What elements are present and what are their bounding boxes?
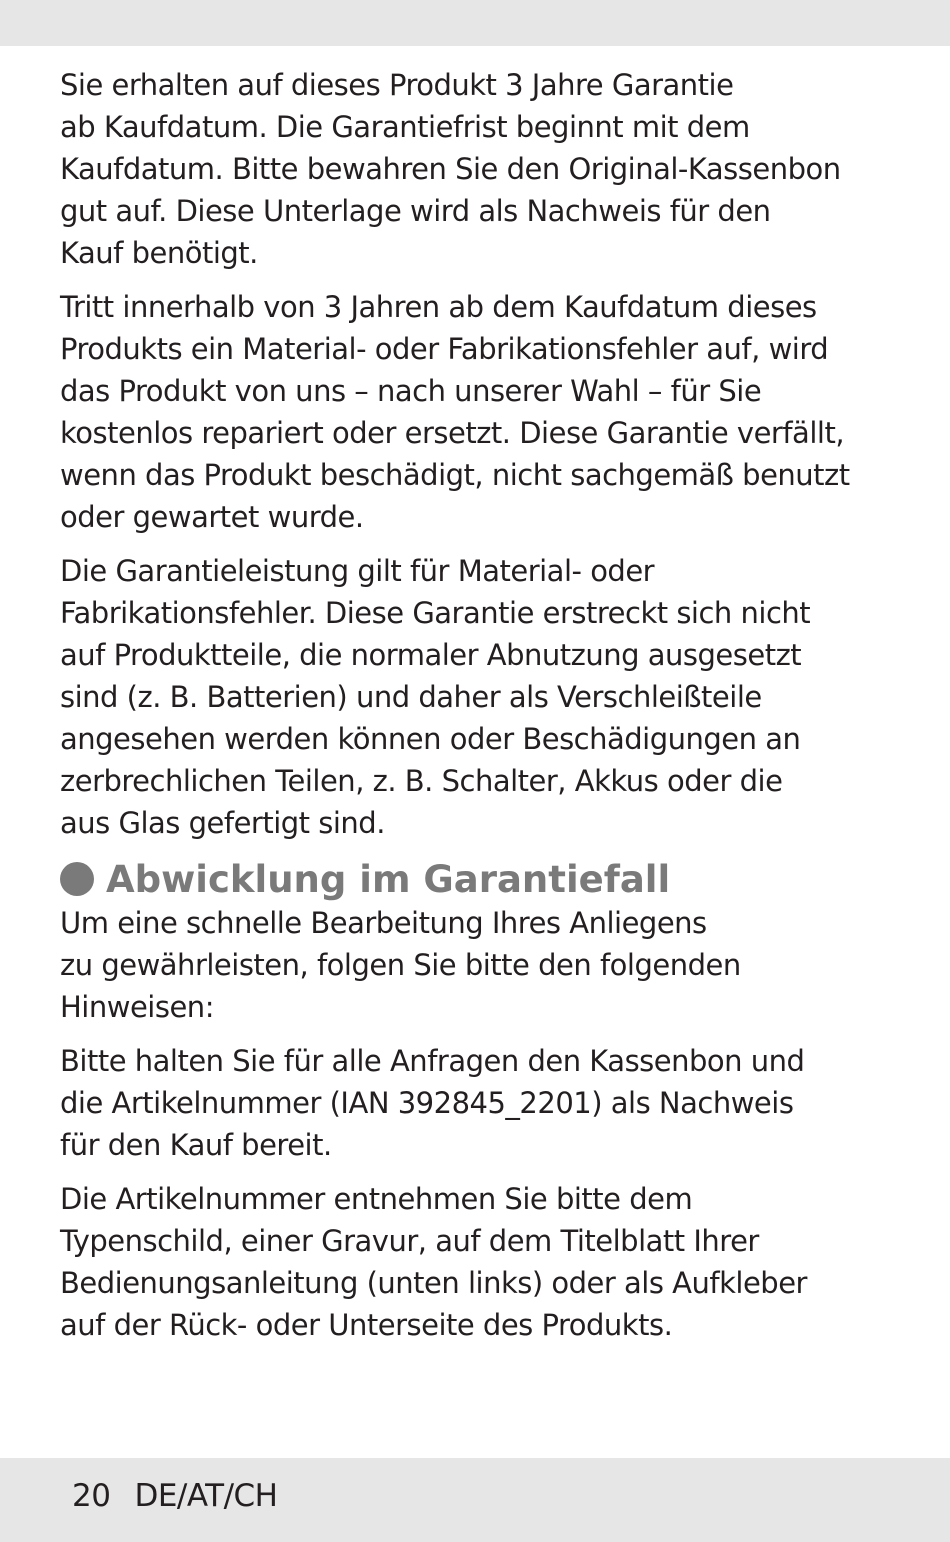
page-number: 20 [72,1478,111,1514]
bullet-icon [60,862,94,896]
text-line: Tritt innerhalb von 3 Jahren ab dem Kaufdatum dieses [60,290,817,324]
section-heading [60,856,890,902]
text-line: Bitte halten Sie für alle Anfragen den Kassenbon und [60,1044,805,1078]
paragraph [60,286,890,538]
region-label: DE/AT/CH [134,1478,278,1514]
text-line: auf Produktteile, die normaler Abnutzung ausgesetzt [60,638,802,672]
text-line: sind (z. B. Batterien) und daher als Verschleißteile [60,680,762,714]
text-line: auf der Rück- oder Unterseite des Produkts. [60,1308,673,1342]
text-line: zerbrechlichen Teilen, z. B. Schalter, Akkus oder die [60,764,783,798]
paragraph [60,64,890,274]
paragraph [60,1040,890,1166]
text-line: Die Artikelnummer entnehmen Sie bitte dem [60,1182,693,1216]
paragraph [60,1178,890,1346]
text-line: Typenschild, einer Gravur, auf dem Titelblatt Ihrer [60,1224,759,1258]
text-line: Bedienungsanleitung (unten links) oder als Aufkleber [60,1266,807,1300]
text-line: ab Kaufdatum. Die Garantiefrist beginnt mit dem [60,110,750,144]
text-line: aus Glas gefertigt sind. [60,806,385,840]
text-line: Kaufdatum. Bitte bewahren Sie den Original-Kassenbon [60,152,841,186]
text-line: Produkts ein Material- oder Fabrikationsfehler auf, wird [60,332,829,366]
page-footer [0,1458,950,1542]
text-line: die Artikelnummer (IAN 392845_2201) als Nachweis [60,1086,794,1120]
paragraph [60,550,890,844]
text-line: oder gewartet wurde. [60,500,364,534]
footer-text [72,1478,302,1514]
text-line: Um eine schnelle Bearbeitung Ihres Anliegens [60,906,707,940]
page-content [60,64,890,1358]
text-line: angesehen werden können oder Beschädigungen an [60,722,801,756]
text-line: wenn das Produkt beschädigt, nicht sachgemäß benutzt [60,458,850,492]
text-line: Die Garantieleistung gilt für Material- oder [60,554,655,588]
warranty-terms-section [60,64,890,844]
text-line: Fabrikationsfehler. Diese Garantie erstreckt sich nicht [60,596,811,630]
text-line: kostenlos repariert oder ersetzt. Diese Garantie verfällt, [60,416,845,450]
top-margin-band [0,0,950,46]
text-line: das Produkt von uns – nach unserer Wahl – für Sie [60,374,762,408]
text-line: für den Kauf bereit. [60,1128,332,1162]
text-line: Sie erhalten auf dieses Produkt 3 Jahre Garantie [60,68,734,102]
warranty-claim-section [60,902,890,1346]
text-line: Kauf benötigt. [60,236,258,270]
section-heading-text: Abwicklung im Garantiefall [106,857,671,901]
text-line: gut auf. Diese Unterlage wird als Nachweis für den [60,194,771,228]
paragraph [60,902,890,1028]
text-line: Hinweisen: [60,990,214,1024]
text-line: zu gewährleisten, folgen Sie bitte den folgenden [60,948,741,982]
